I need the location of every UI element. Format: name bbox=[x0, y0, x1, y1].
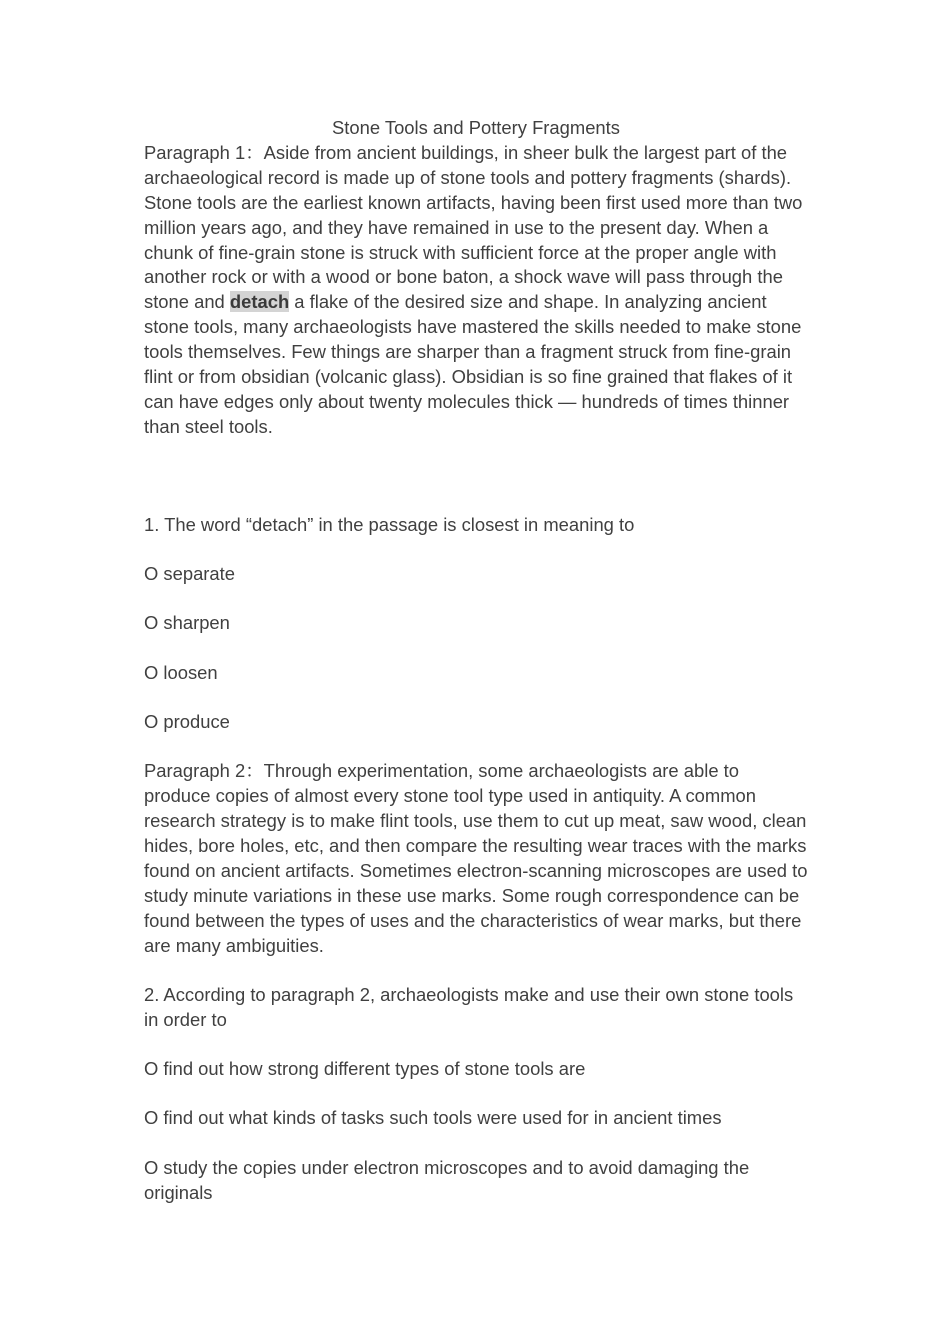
question-2-prompt: 2. According to paragraph 2, archaeologists make and use their own stone tools in order to bbox=[144, 983, 794, 1030]
paragraph-1 bbox=[144, 141, 808, 440]
question-1-option-b[interactable]: O sharpen bbox=[144, 612, 230, 634]
question-1-prompt: 1. The word “detach” in the passage is closest in meaning to bbox=[144, 513, 635, 535]
paragraph-1-text-after: a flake of the desired size and shape. In analyzing ancient stone tools, many archaeologists have mastered the skills needed to make stone tools themselves. Few things are sharper than a fragment struck from fine-grain flint or from obsidian (volcanic glass). Obsidian is so fine grained that flakes of it can have edges only about twenty molecules thick — hundreds of times thinner than steel tools. bbox=[144, 291, 802, 437]
question-2-option-c[interactable]: O study the copies under electron microscopes and to avoid damaging the originals bbox=[144, 1156, 750, 1203]
document-content bbox=[144, 116, 808, 1206]
paragraph-1-label: Paragraph 1： bbox=[144, 141, 264, 163]
question-2-option-b[interactable]: O find out what kinds of tasks such tools were used for in ancient times bbox=[144, 1107, 722, 1129]
paragraph-2-text: Through experimentation, some archaeologists are able to produce copies of almost every stone tool type used in antiquity. A common research strategy is to make flint tools, use them to cut up meat, saw wood, clean hides, bore holes, etc, and then compare the resulting wear traces with the marks found on ancient artifacts. Sometimes electron-scanning microscopes are used to study minute variations in these use marks. Some rough correspondence can be found between the types of uses and the characteristics of wear marks, but there are many ambiguities. bbox=[144, 760, 808, 956]
section-spacer bbox=[144, 440, 808, 513]
question-1-option-a[interactable]: O separate bbox=[144, 563, 235, 585]
document-title: Stone Tools and Pottery Fragments bbox=[332, 117, 620, 138]
question-1-option-d[interactable]: O produce bbox=[144, 710, 230, 732]
highlighted-word: detach bbox=[229, 291, 290, 313]
question-1-option-c[interactable]: O loosen bbox=[144, 661, 218, 683]
paragraph-1-text-before: Aside from ancient buildings, in sheer bulk the largest part of the archaeological record is made up of stone tools and pottery fragments (shards). Stone tools are the earliest known artifacts, having been first used more than two million years ago, and they have remained in use to the present day. When a chunk of fine-grain stone is struck with sufficient force at the proper angle with another rock or with a wood or bone baton, a shock wave will pass through the stone and bbox=[144, 141, 803, 313]
paragraph-2-label: Paragraph 2： bbox=[144, 760, 264, 782]
question-2-option-a[interactable]: O find out how strong different types of stone tools are bbox=[144, 1058, 586, 1080]
paragraph-2 bbox=[144, 759, 808, 958]
